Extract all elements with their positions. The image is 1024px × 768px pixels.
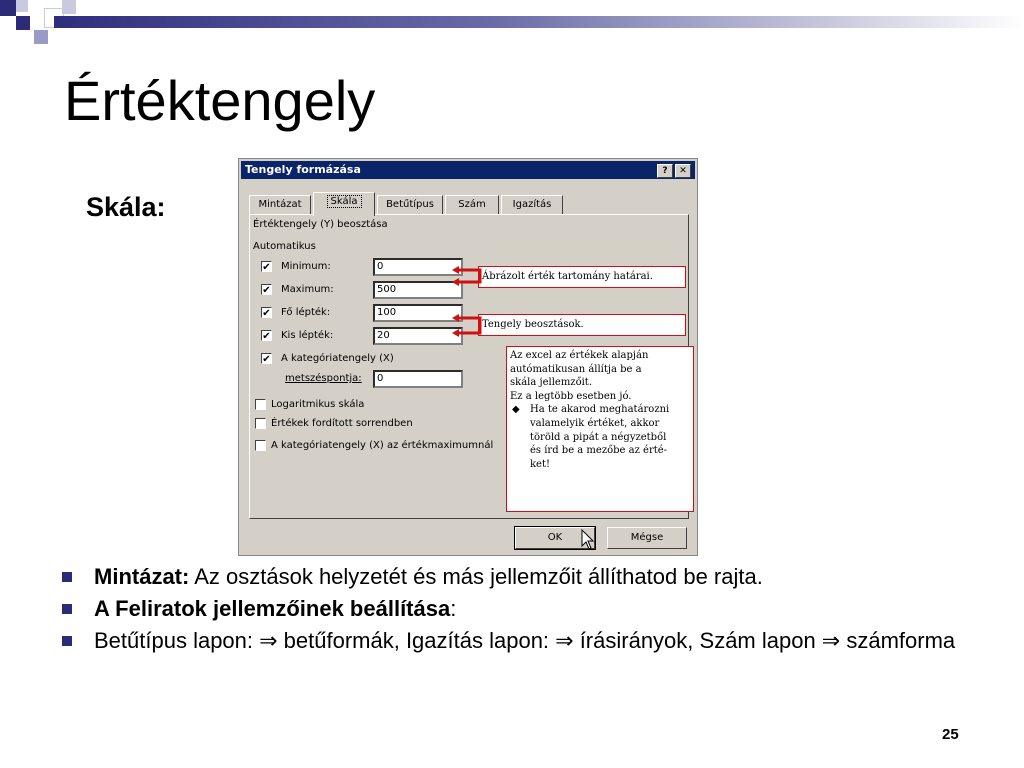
major-unit-checkbox[interactable]: ✔ [262, 308, 271, 319]
slide-title: Értéktengely [64, 69, 376, 132]
deco-square [34, 30, 48, 44]
note-line: ket! [530, 458, 551, 470]
deco-gradient-bar [54, 16, 1024, 28]
bullet-text: Az osztások helyzetét és más jellemzőit állíthatod be rajta. [189, 564, 763, 589]
help-icon[interactable]: ? [657, 164, 673, 178]
range-callout: Ábrázolt érték tartomány határai. [478, 266, 686, 288]
maximum-checkbox[interactable]: ✔ [262, 285, 271, 296]
note-line: töröld a pipát a négyzetből [530, 431, 667, 443]
dialog-title: Tengely formázása [245, 163, 361, 176]
note-line: valamelyik értéket, akkor [530, 417, 660, 429]
square-bullet-icon [62, 572, 72, 582]
tab-betutipus[interactable]: Betűtípus [377, 195, 443, 214]
category-axis-checkbox[interactable]: ✔ [262, 354, 271, 365]
bullet-text: : [450, 596, 457, 621]
tab-skala[interactable] [313, 192, 375, 216]
tab-szam[interactable]: Szám [445, 195, 499, 214]
reverse-order-label: Értékek fordított sorrendben [271, 418, 413, 429]
page-number: 25 [942, 726, 959, 743]
log-scale-label: Logaritmikus skála [271, 399, 365, 410]
minor-unit-label: Kis lépték: [281, 330, 334, 341]
crosses-at-field[interactable]: 0 [373, 370, 463, 388]
note-line: Ha te akarod meghatározni [530, 404, 670, 416]
mouse-cursor-icon [581, 529, 595, 551]
square-bullet-icon [62, 636, 72, 646]
slide-subtitle: Skála: [86, 192, 166, 222]
note-line: Az excel az értékek alapján [510, 350, 649, 361]
close-icon[interactable]: ✕ [675, 164, 691, 178]
note-line: skála jellemzőit. [510, 377, 592, 389]
ticks-callout: Tengely beosztások. [478, 314, 686, 336]
tab-label: Skála [327, 195, 362, 208]
minimum-field[interactable]: 0 [373, 258, 463, 276]
square-bullet-icon [62, 604, 72, 614]
dialog-titlebar [241, 161, 695, 179]
ok-button[interactable]: OK [515, 527, 595, 549]
bullet-list [62, 564, 982, 660]
bullet-bold: A Feliratok jellemzőinek beállítása [94, 596, 451, 621]
note-line: és írd be a mezőbe az érté- [530, 445, 668, 457]
minor-unit-checkbox[interactable]: ✔ [262, 331, 271, 342]
note-line: autómatikusan állítja be a [510, 363, 642, 375]
deco-square [16, 0, 28, 12]
cross-at-max-label: A kategóriatengely (X) az értékmaximumnál [271, 440, 494, 451]
note-callout [506, 346, 694, 512]
tab-mintazat[interactable]: Mintázat [249, 195, 311, 214]
maximum-label: Maximum: [281, 284, 334, 295]
deco-square [0, 0, 16, 16]
note-bullet [510, 403, 690, 471]
note-line: Ez a legtöbb esetben jó. [510, 390, 632, 402]
category-axis-label: A kategóriatengely (X) [281, 353, 394, 364]
minimum-checkbox[interactable]: ✔ [262, 262, 271, 273]
group-label: Értéktengely (Y) beosztása [253, 219, 388, 230]
bullet-item [62, 596, 982, 622]
major-unit-field[interactable]: 100 [373, 304, 463, 322]
maximum-field[interactable]: 500 [373, 281, 463, 299]
log-scale-checkbox[interactable] [255, 399, 266, 410]
bullet-item [62, 564, 982, 590]
cancel-button[interactable]: Mégse [607, 527, 687, 549]
bullet-item [62, 628, 982, 654]
arrow-icon [450, 308, 482, 342]
deco-square [16, 16, 30, 30]
cross-at-max-checkbox[interactable] [255, 440, 266, 451]
tab-igazitas[interactable]: Igazítás [501, 195, 563, 214]
major-unit-label: Fő lépték: [281, 307, 331, 318]
diamond-bullet-icon: ◆ [512, 404, 520, 416]
bullet-bold: Mintázat: [94, 564, 190, 589]
reverse-order-checkbox[interactable] [255, 418, 266, 429]
crosses-at-label: metszéspontja: [285, 373, 362, 384]
arrow-icon [450, 262, 482, 292]
bullet-text: Betűtípus lapon: ⇒ betűformák, Igazítás lapon: ⇒ írásirányok, Szám lapon ⇒ számforma [94, 628, 956, 653]
auto-label: Automatikus [253, 241, 316, 252]
deco-square [62, 0, 76, 14]
minor-unit-field[interactable]: 20 [373, 327, 463, 345]
minimum-label: Minimum: [281, 261, 331, 272]
